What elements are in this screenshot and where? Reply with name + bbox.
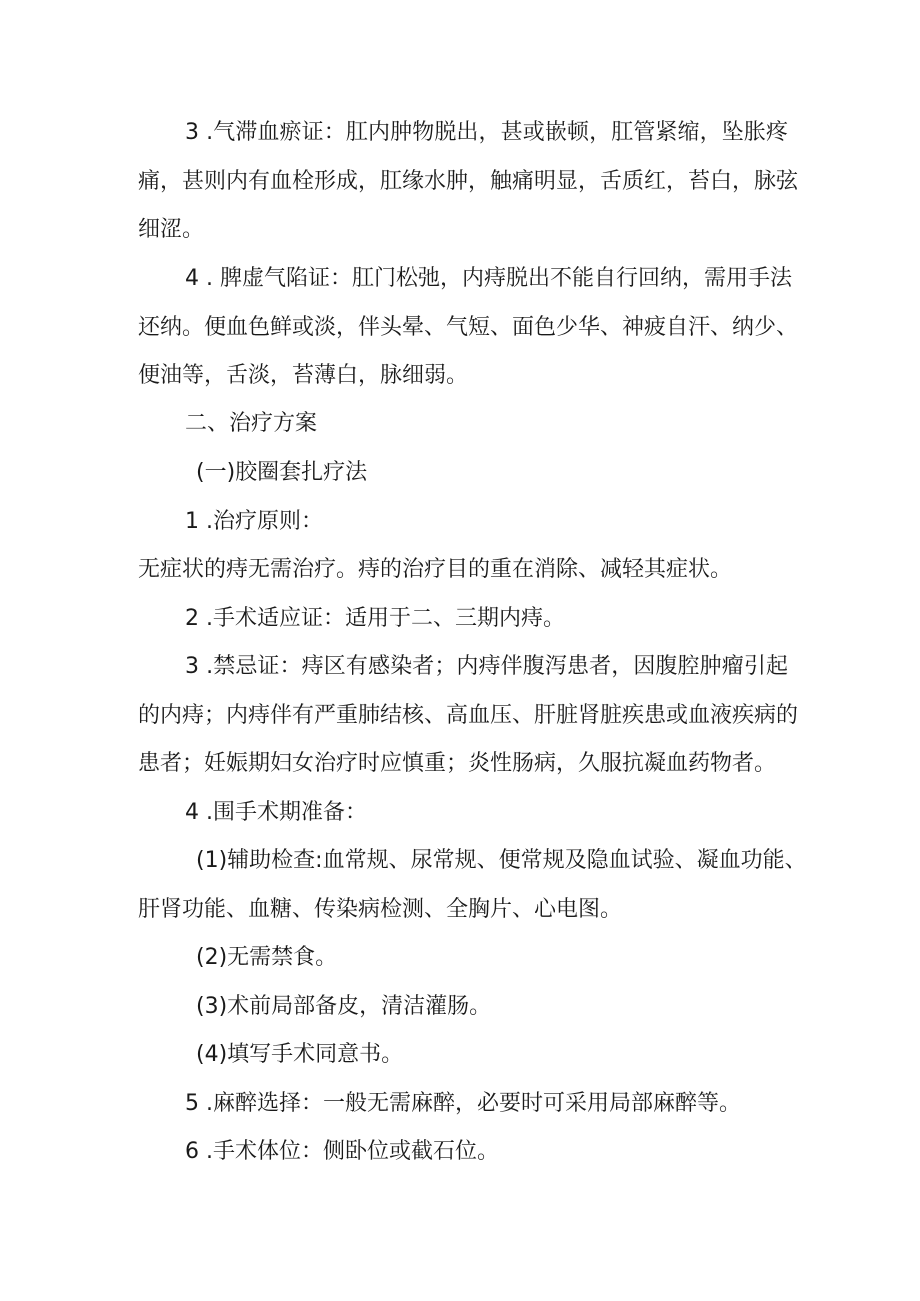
sub-item-no-fasting: (2)无需禁食。 — [196, 945, 338, 970]
para-qizhi-xueyu-line-3: 细涩。 — [138, 217, 205, 242]
item-treatment-principle: 1 .治疗原则： — [185, 509, 323, 534]
para-contraindications-line-3: 患者；妊娠期妇女治疗时应慎重；炎性肠病，久服抗凝血药物者。 — [138, 751, 777, 776]
item-perioperative-preparation: 4 .围手术期准备： — [185, 800, 367, 825]
para-qizhi-xueyu-line-1: 3 .气滞血瘀证：肛内肿物脱出，甚或嵌顿，肛管紧缩，坠胀疼 — [185, 120, 788, 145]
para-pixu-qixian-line-3: 便油等，舌淡，苔薄白，脉细弱。 — [138, 363, 469, 388]
section-heading-treatment-plan: 二、治疗方案 — [185, 411, 318, 436]
sub-item-consent-form: (4)填写手术同意书。 — [196, 1042, 404, 1067]
item-surgical-indications: 2 .手术适应证：适用于二、三期内痔。 — [185, 606, 565, 631]
item-surgical-position: 6 .手术体位：侧卧位或截石位。 — [185, 1139, 499, 1164]
para-contraindications-line-1: 3 .禁忌证：痔区有感染者；内痔伴腹泻患者，因腹腔肿瘤引起 — [185, 654, 788, 679]
item-anesthesia-selection: 5 .麻醉选择：一般无需麻醉，必要时可采用局部麻醉等。 — [185, 1091, 741, 1116]
sub-item-skin-prep: (3)术前局部备皮，清洁灌肠。 — [196, 994, 492, 1019]
para-treatment-principle: 无症状的痔无需治疗。痔的治疗目的重在消除、减轻其症状。 — [138, 557, 733, 582]
para-pixu-qixian-line-1: 4 . 脾虚气陷证：肛门松弛，内痔脱出不能自行回纳，需用手法 — [185, 266, 792, 291]
para-contraindications-line-2: 的内痔；内痔伴有严重肺结核、高血压、肝脏肾脏疾患或血液疾病的 — [138, 703, 799, 728]
sub-item-auxiliary-exam-line-2: 肝肾功能、血糖、传染病检测、全胸片、心电图。 — [138, 897, 623, 922]
para-pixu-qixian-line-2: 还纳。便血色鲜或淡，伴头晕、气短、面色少华、神疲自汗、纳少、 — [138, 315, 799, 340]
sub-item-auxiliary-exam-line-1: (1)辅助检查:血常规、尿常规、便常规及隐血试验、凝血功能、 — [196, 848, 807, 873]
para-qizhi-xueyu-line-2: 痛，甚则内有血栓形成，肛缘水肿，触痛明显，舌质红，苔白，脉弦 — [138, 169, 799, 194]
subsection-heading-rubber-band-ligation: (一)胶圈套扎疗法 — [196, 460, 368, 485]
